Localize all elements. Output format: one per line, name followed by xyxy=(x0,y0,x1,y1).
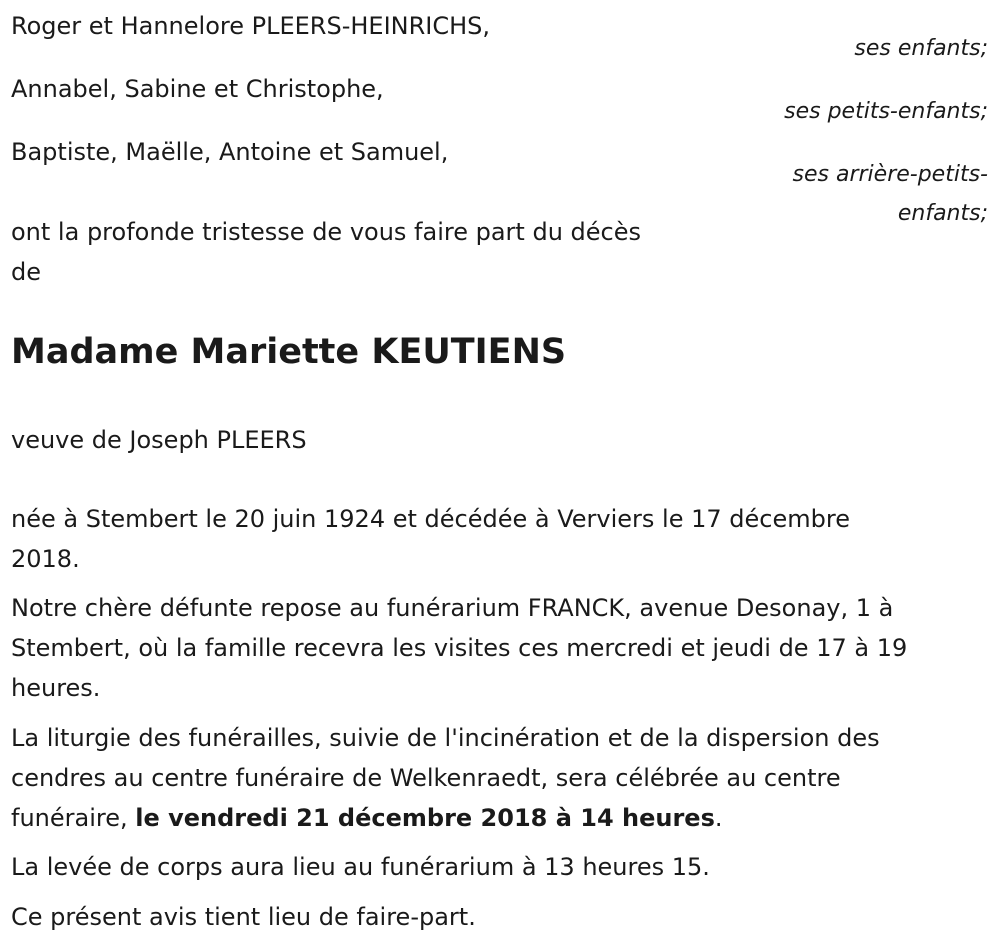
levee-paragraph: La levée de corps aura lieu au funérarium à 13 heures 15. xyxy=(11,853,710,881)
liturgy-line1: La liturgie des funérailles, suivie de l'incinération et de la dispersion des xyxy=(11,724,880,752)
great-grandchildren-role-line2: enfants; xyxy=(897,201,988,226)
repose-line1: Notre chère défunte repose au funérarium FRANCK, avenue Desonay, 1 à xyxy=(11,594,894,622)
notice-paragraph: Ce présent avis tient lieu de faire-part. xyxy=(11,903,476,931)
liturgy-line2: cendres au centre funéraire de Welkenraedt, sera célébrée au centre xyxy=(11,764,841,792)
great-grandchildren-role-line1: ses arrière-petits- xyxy=(792,162,988,187)
widow-of: veuve de Joseph PLEERS xyxy=(11,426,307,454)
liturgy-line3-prefix: funéraire, xyxy=(11,804,136,832)
announcement-line1: ont la profonde tristesse de vous faire part du décès xyxy=(11,218,641,246)
birth-death-paragraph xyxy=(11,499,991,579)
liturgy-line3-suffix: . xyxy=(714,804,723,832)
deceased-name: Madame Mariette KEUTIENS xyxy=(11,332,567,372)
announcement-line2: de xyxy=(11,258,41,286)
grandchildren-names: Annabel, Sabine et Christophe, xyxy=(11,75,384,103)
repose-line2: Stembert, où la famille recevra les visites ces mercredi et jeudi de 17 à 19 xyxy=(11,634,908,662)
birth-death-line1: née à Stembert le 20 juin 1924 et décédée à Verviers le 17 décembre xyxy=(11,505,850,533)
great-grandchildren-names: Baptiste, Maëlle, Antoine et Samuel, xyxy=(11,138,449,166)
liturgy-line3 xyxy=(11,798,991,838)
liturgy-paragraph xyxy=(11,718,991,838)
children-role: ses enfants; xyxy=(854,36,988,61)
children-names: Roger et Hannelore PLEERS-HEINRICHS, xyxy=(11,12,491,40)
grandchildren-role: ses petits-enfants; xyxy=(784,99,988,124)
repose-paragraph xyxy=(11,588,991,708)
birth-death-line2: 2018. xyxy=(11,545,80,573)
repose-line3: heures. xyxy=(11,674,101,702)
liturgy-date: le vendredi 21 décembre 2018 à 14 heures xyxy=(135,804,715,832)
